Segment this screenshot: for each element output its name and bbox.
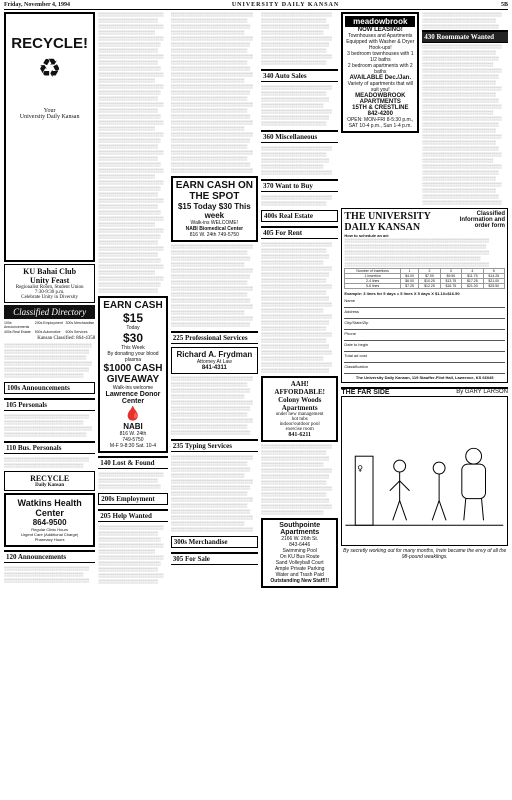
earn-cash-title: EARN CASH [103, 300, 163, 311]
aah-title: AAH! AFFORDABLE! Colony Woods Apartments [274, 380, 325, 412]
far-side-comic [341, 387, 508, 560]
watkins-urgent: Urgent Care (Additional Charge) [20, 532, 79, 537]
southpointe-title: Southpointe Apartments [279, 522, 321, 536]
field-phone-input[interactable] [344, 336, 505, 341]
earn-cash-hours: M-F 9-8:30 Sat. 10-4 [109, 443, 157, 449]
meadowbrook-logo: meadowbrook [345, 16, 415, 27]
category-item: 100s Announcements [4, 321, 30, 329]
section-405: 405 For Rent [261, 226, 338, 239]
earn-cash-amt1: $15 [122, 311, 143, 325]
category-item: 500s Automotive [34, 330, 61, 334]
col3-listings-top: ░░░░░░░░░░░░░░░░░░░░░░░░░░░░░ ░░░░░░░░░░░░░░░░░░░░░░░░░░░ ░░░░░░░░░░░░░░░░░░░░░░░░░░░░ ░░░░░░░░░░░░░░░░░░░░░░░░░░ ░░░░░░░░░░░░░░░░░░░░░░░░░░░░░ ░░░░░░░░░░░░░░░░░░░░░░░░░░░░ ░░░░░░░░░░░░░░░░░░░░░░░░░░░ ░░░░░░░░░░░░░░░░░░░░░░░░░░░░░ ░░░░░░░░░░░░░░░░░░░░░░░░░░░ ░░░░░░░░░░░░░░░░░░░░░░░░░░░░ ░░░░░░░░░░░░░░░░░░░░░░░░░░░░░ ░░░░░░░░░░░░░░░░░░░░░░░░░░ ░░░░░░░░░░░░░░░░░░░░░░░░░░░░░ ░░░░░░░░░░░░░░░░░░░░░░░░░░░░ ░░░░░░░░░░░░░░░░░░░░░░░░░░░ ░░░░░░░░░░░░░░░░░░░░░░░░░░░░░ ░░░░░░░░░░░░░░░░░░░░░░░░░░░ ░░░░░░░░░░░░░░░░░░░░░░░░░░░░ ░░░░░░░░░░░░░░░░░░░░░░░░░░░░░ ░░░░░░░░░░░░░░░░░░░░░░░░░░ ░░░░░░░░░░░░░░░░░░░░░░░░░░░░░ ░░░░░░░░░░░░░░░░░░░░░░░░░░░░ ░░░░░░░░░░░░░░░░░░░░░░░░░░░ ░░░░░░░░░░░░░░░░░░░░░░░░░░░░░ ░░░░░░░░░░░░░░░░░░░░░░░░░░░ ░░░░░░░░░░░░░░░░░░░░░░░░░░░░ ░░░░░░░░░░░░░░░░░░░░░░░░░░░░░ [170, 12, 253, 173]
rates-header-cell: Number of Insertions [345, 269, 400, 274]
section-305: 305 For Sale [171, 552, 258, 565]
col4-listings-bottom: ░░░░░░░░░░░░░░░░░░░░░░░░░ ░░░░░░░░░░░░░░░░░░░░░░░ ░░░░░░░░░░░░░░░░░░░░░░░░ ░░░░░░░░░░░░░░░░░░░░░░ ░░░░░░░░░░░░░░░░░░░░░░░░░ ░░░░░░░░░░░░░░░░░░░░░░░░ ░░░░░░░░░░░░░░░░░░░░░░░ ░░░░░░░░░░░░░░░░░░░░░░░░░ ░░░░░░░░░░░░░░░░░░░░░░░ ░░░░░░░░░░░░░░░░░░░░░░░░ ░░░░░░░░░░░░░░░░░░░░░░░░░ ░░░░░░░░░░░░░░░░░░░░░░ [261, 444, 332, 515]
recycle-small-sub: Daily Kansan [35, 483, 65, 488]
earn-spot-ad [171, 176, 258, 242]
classified-directory-banner: Classified Directory [4, 305, 95, 319]
rates-cell: $11.75 [462, 274, 483, 279]
watkins-title: Watkins Health Center [17, 498, 82, 518]
col4-listings-top: ░░░░░░░░░░░░░░░░░░░░░░░░░ ░░░░░░░░░░░░░░░░░░░░░░░ ░░░░░░░░░░░░░░░░░░░░░░░░ ░░░░░░░░░░░░░░░░░░░░░░ ░░░░░░░░░░░░░░░░░░░░░░░░░ ░░░░░░░░░░░░░░░░░░░░░░░░ ░░░░░░░░░░░░░░░░░░░░░░░ ░░░░░░░░░░░░░░░░░░░░░░░░░ ░░░░░░░░░░░░░░░░░░░░░░░ [261, 12, 332, 65]
far-side-title: THE FAR SIDE [341, 389, 390, 396]
rates-header-cell: 1 [400, 269, 418, 274]
column-2 [98, 12, 167, 799]
section-340: 340 Auto Sales [261, 69, 338, 82]
order-form-title: THE UNIVERSITY DAILY KANSAN [344, 211, 431, 233]
blood-drop-icon: 🩸 [124, 405, 142, 421]
header-paper-name: UNIVERSITY DAILY KANSAN [231, 2, 340, 8]
rates-cell: $6.00 [400, 279, 418, 284]
section-100s [4, 382, 95, 394]
rates-cell: $10.25 [419, 279, 440, 284]
field-address-label: Address [344, 309, 360, 314]
category-item: 400s Real Estate [4, 330, 31, 334]
earn-cash-giveaway: $1000 CASH GIVEAWAY [103, 363, 163, 385]
meadowbrook-line4: 3 bedroom townhouses with 1 1/2 baths [347, 51, 414, 63]
field-address-input[interactable] [344, 314, 505, 319]
rates-cell: $14.25 [483, 274, 504, 279]
earn-cash-ad [98, 296, 167, 453]
section-105: 105 Personals [4, 398, 95, 411]
category-item: 300s Merchandise [65, 321, 95, 325]
column-6-top [422, 12, 508, 206]
rates-cell: $25.50 [483, 284, 504, 289]
far-side-author: By GARY LARSON [456, 389, 509, 395]
frydman-phone: 841-4311 [201, 365, 227, 371]
recycle-title: RECYCLE! [11, 35, 88, 52]
recycle-small-ad [4, 471, 95, 491]
earn-cash-address: 816 W. 24th [119, 431, 147, 437]
meadowbrook-line1: NOW LEASING! [357, 27, 403, 33]
earn-spot-title: EARN CASH ON THE SPOT [175, 180, 253, 202]
column-5-top [341, 12, 419, 206]
bahai-place: Regionalist Room, Student Union [15, 285, 84, 290]
order-form-header [344, 211, 505, 233]
earn-spot-center: NABI Biomedical Center [185, 226, 244, 232]
meadowbrook-line6: AVAILABLE Dec./Jan. [349, 75, 412, 81]
recycle-icon: ♻ [37, 54, 62, 83]
column-3 [171, 12, 258, 799]
southpointe-phone: 843-6446 [289, 542, 311, 548]
column-1 [4, 12, 95, 799]
top-row-5-6 [341, 12, 508, 206]
order-form-heading: Classified Information and order form [459, 211, 506, 229]
personals-text: ░░░░░░░░░░░░░░░░░░░░░░░░░░░░░░ ░░░░░░░░░░░░░░░░░░░░░░░░░░░░ ░░░░░░░░░░░░░░░░░░░░░░░░░░░░░░░ ░░░░░░░░░░░░░░░░░░░░░░░░░░░░░ [4, 414, 92, 437]
rates-cell: 1 Insertion [345, 274, 400, 279]
section-400s-label: 400s Real Estate [264, 212, 313, 220]
col6-listings-top: ░░░░░░░░░░░░░░░░░░░░░░░░░░░░ ░░░░░░░░░░░░░░░░░░░░░░░░░░ ░░░░░░░░░░░░░░░░░░░░░░░░░░░ [422, 12, 502, 29]
bahai-subtitle: Unity Feast [29, 276, 70, 285]
far-side-cartoon [341, 396, 508, 546]
section-205: 205 Help Wanted [98, 509, 167, 522]
section-300s-label: 300s Merchandise [173, 538, 228, 546]
southpointe-b4: Ample Private Parking [274, 566, 325, 572]
field-phone-label: Phone [344, 331, 356, 336]
frydman-title: Richard A. Frydman [176, 350, 253, 359]
rates-cell: $21.00 [483, 279, 504, 284]
help-wanted-text: ░░░░░░░░░░░░░░░░░░░░░░░ ░░░░░░░░░░░░░░░░░░░░░ ░░░░░░░░░░░░░░░░░░░░░░ ░░░░░░░░░░░░░░░░░░░░░░░ ░░░░░░░░░░░░░░░░░░░░ ░░░░░░░░░░░░░░░░░░░░░░░ ░░░░░░░░░░░░░░░░░░░░░░ ░░░░░░░░░░░░░░░░░░░░░ ░░░░░░░░░░░░░░░░░░░░░░░ ░░░░░░░░░░░░░░░░░░░░░ [98, 525, 164, 584]
lost-found-text: ░░░░░░░░░░░░░░░░░░░░░░░ ░░░░░░░░░░░░░░░░░░░░░ ░░░░░░░░░░░░░░░░░░░░░░ [98, 472, 164, 489]
aah-b1: under new management [275, 412, 324, 417]
earn-spot-amount: $15 Today $30 This week [177, 202, 251, 220]
meadowbrook-line3: Equipped with Washer & Dryer Hook-ups! [346, 39, 415, 51]
earn-cash-phone: 749-5750 [122, 437, 144, 443]
column-5-6 [341, 12, 508, 799]
rates-table [344, 268, 505, 289]
aah-colony-woods-ad [261, 376, 338, 442]
category-grid [4, 321, 95, 334]
field-class-input[interactable] [344, 369, 505, 374]
header-page-number: 5B [500, 2, 508, 8]
field-city-input[interactable] [344, 325, 505, 330]
category-item: 200s Employment [34, 321, 63, 325]
earn-cash-line: By donating your blood plasma [107, 351, 159, 363]
section-235: 235 Typing Services [171, 439, 258, 452]
meadowbrook-line2: Townhouses and Apartments [348, 33, 413, 39]
frydman-sub: Attorney At Law [196, 359, 232, 365]
rates-cell: $21.00 [462, 284, 483, 289]
southpointe-b2: On KU Bus Route [279, 554, 320, 560]
frydman-ad [171, 347, 258, 374]
order-form-instructions: ░░░░░░░░░░░░░░░░░░░░░░░░░░░░░░░░░░░░░░░░░░░░░░░░░░░ ░░░░░░░░░░░░░░░░░░░░░░░░░░░░░░░░░░░░░░░░░░░░░░░░░░ ░░░░░░░░░░░░░░░░░░░░░░░░░░░░░░░░░░░░░░░░░░░░░░░░░░░ ░░░░░░░░░░░░░░░░░░░░░░░░░░░░░░░░░░░░░░░░░░░░░░░░ ░░░░░░░░░░░░░░░░░░░░░░░░░░░░░░░░░░░░░░░░░░░░░░░░░░░ [344, 238, 489, 267]
bahai-title: KU Bahai Club [23, 267, 77, 276]
bahai-note: Celebrate Unity in Diversity [21, 295, 79, 300]
rates-cell: 2-4 lines [345, 279, 400, 284]
section-400s [261, 210, 338, 222]
earn-cash-walkins: Walk-ins welcome [112, 385, 154, 391]
recycle-your: Your [43, 108, 56, 114]
section-430: 430 Roommate Wanted [422, 30, 508, 43]
bahai-club-ad [4, 264, 95, 303]
earn-cash-brand: NABI [123, 422, 143, 431]
meadowbrook-line5: 2 bedroom apartments with 2 baths [347, 63, 413, 75]
field-total-label: Total ad cost [344, 353, 367, 358]
bus-personals-text: ░░░░░░░░░░░░░░░░░░░░░░░░░░░░░░ ░░░░░░░░░░░░░░░░░░░░░░░░░░░░ [4, 457, 90, 468]
southpointe-b1: Swimming Pool [282, 548, 317, 554]
classified-policy-text: ░░░░░░░░░░░░░░░░░░░░░░░░░░░░░░░ ░░░░░░░░░░░░░░░░░░░░░░░░░░░░░░ ░░░░░░░░░░░░░░░░░░░░░░░░░░░░░ ░░░░░░░░░░░░░░░░░░░░░░░░░░░░░░░ ░░░░░░░░░░░░░░░░░░░░░░░░░░░░░░ ░░░░░░░░░░░░░░░░░░░░░░░░░░░░ [4, 343, 92, 378]
col2-listings-top: ░░░░░░░░░░░░░░░░░░░░░░░ ░░░░░░░░░░░░░░░░░░░░░ ░░░░░░░░░░░░░░░░░░░░░░░ ░░░░░░░░░░░░░░░░░░░░ ░░░░░░░░░░░░░░░░░░░░░░░ ░░░░░░░░░░░░░░░░░░░░░░ ░░░░░░░░░░░░░░░░░░░░░ ░░░░░░░░░░░░░░░░░░░░░░░ ░░░░░░░░░░░░░░░░░░░░░ ░░░░░░░░░░░░░░░░░░░░░░ ░░░░░░░░░░░░░░░░░░░░░░░ ░░░░░░░░░░░░░░░░░░░░ ░░░░░░░░░░░░░░░░░░░░░░░ ░░░░░░░░░░░░░░░░░░░░░░ ░░░░░░░░░░░░░░░░░░░░░ ░░░░░░░░░░░░░░░░░░░░░░░ ░░░░░░░░░░░░░░░░░░░░░ ░░░░░░░░░░░░░░░░░░░░░░ ░░░░░░░░░░░░░░░░░░░░░░░ ░░░░░░░░░░░░░░░░░░░░ ░░░░░░░░░░░░░░░░░░░░░░░ ░░░░░░░░░░░░░░░░░░░░░░ ░░░░░░░░░░░░░░░░░░░░░ ░░░░░░░░░░░░░░░░░░░░░░░ ░░░░░░░░░░░░░░░░░░░░░ ░░░░░░░░░░░░░░░░░░░░░░ ░░░░░░░░░░░░░░░░░░░░░░░ ░░░░░░░░░░░░░░░░░░░░ ░░░░░░░░░░░░░░░░░░░░░░░ ░░░░░░░░░░░░░░░░░░░░░░ ░░░░░░░░░░░░░░░░░░░░░ ░░░░░░░░░░░░░░░░░░░░░░░ ░░░░░░░░░░░░░░░░░░░░░ ░░░░░░░░░░░░░░░░░░░░░░ ░░░░░░░░░░░░░░░░░░░░░░░ ░░░░░░░░░░░░░░░░░░░░ ░░░░░░░░░░░░░░░░░░░░░░░ ░░░░░░░░░░░░░░░░░░░░░░ ░░░░░░░░░░░░░░░░░░░░░ ░░░░░░░░░░░░░░░░░░░░░░░ ░░░░░░░░░░░░░░░░░░░░░ ░░░░░░░░░░░░░░░░░░░░░░ ░░░░░░░░░░░░░░░░░░░░░░░ ░░░░░░░░░░░░░░░░░░░░ ░░░░░░░░░░░░░░░░░░░░░░░ ░░░░░░░░░░░░░░░░░░░░░░ ░░░░░░░░░░░░░░░░░░░░░ [98, 12, 164, 293]
announce-text: ░░░░░░░░░░░░░░░░░░░░░░░░░░░░░░ ░░░░░░░░░░░░░░░░░░░░░░░░░░░░ ░░░░░░░░░░░░░░░░░░░░░░░░░░░░░░ [4, 566, 90, 583]
southpointe-b3: Sand Volleyball Court [275, 560, 324, 566]
field-name-label: Name [344, 298, 356, 303]
auto-sales-text: ░░░░░░░░░░░░░░░░░░░░░░░░░ ░░░░░░░░░░░░░░░░░░░░░░░ ░░░░░░░░░░░░░░░░░░░░░░░░ ░░░░░░░░░░░░░░░░░░░░░░ ░░░░░░░░░░░░░░░░░░░░░░░░░ ░░░░░░░░░░░░░░░░░░░░░░░░ ░░░░░░░░░░░░░░░░░░░░░░░ [261, 85, 332, 126]
order-form [341, 208, 508, 383]
section-120: 120 Announcements [4, 550, 95, 563]
col3-listings-mid: ░░░░░░░░░░░░░░░░░░░░░░░░░░░░░ ░░░░░░░░░░░░░░░░░░░░░░░░░░░ ░░░░░░░░░░░░░░░░░░░░░░░░░░░░ ░░░░░░░░░░░░░░░░░░░░░░░░░░ ░░░░░░░░░░░░░░░░░░░░░░░░░░░░░ ░░░░░░░░░░░░░░░░░░░░░░░░░░░░ ░░░░░░░░░░░░░░░░░░░░░░░░░░░ ░░░░░░░░░░░░░░░░░░░░░░░░░░░░░ ░░░░░░░░░░░░░░░░░░░░░░░░░░░ ░░░░░░░░░░░░░░░░░░░░░░░░░░░░ ░░░░░░░░░░░░░░░░░░░░░░░░░░░░░ ░░░░░░░░░░░░░░░░░░░░░░░░░░ ░░░░░░░░░░░░░░░░░░░░░░░░░░░░░ ░░░░░░░░░░░░░░░░░░░░░░░░░░░░ [170, 244, 253, 327]
meadowbrook-hours: OPEN: MON-FRI 8-5:30 p.m., SAT 10-4 p.m., Sun 1-4 p.m. [347, 117, 414, 129]
southpointe-ad [261, 518, 338, 588]
rates-cell: $7.00 [419, 274, 440, 279]
rates-row [345, 284, 505, 289]
southpointe-address: 2166 W. 26th St. [281, 536, 319, 542]
rates-cell: $16.75 [440, 284, 461, 289]
svg-text:♀: ♀ [357, 464, 364, 473]
order-form-how: How to schedule an ad: [344, 233, 390, 238]
rates-cell: $4.00 [400, 274, 418, 279]
field-date-input[interactable] [344, 347, 505, 352]
watkins-phone: 864-9500 [32, 518, 67, 527]
section-110: 110 Bus. Personals [4, 441, 95, 454]
order-form-mail: The University Daily Kansan, 119 Stauffer-Flint Hall, Lawrence, KS 66045 [355, 375, 494, 380]
rates-cell: $12.25 [419, 284, 440, 289]
recycle-small-title: RECYCLE [30, 474, 70, 483]
col3-services-text: ░░░░░░░░░░░░░░░░░░░░░░░░░░░░░ ░░░░░░░░░░░░░░░░░░░░░░░░░░░ ░░░░░░░░░░░░░░░░░░░░░░░░░░░░ ░░░░░░░░░░░░░░░░░░░░░░░░░░ ░░░░░░░░░░░░░░░░░░░░░░░░░░░░░ ░░░░░░░░░░░░░░░░░░░░░░░░░░░░ ░░░░░░░░░░░░░░░░░░░░░░░░░░░ ░░░░░░░░░░░░░░░░░░░░░░░░░░░░░ ░░░░░░░░░░░░░░░░░░░░░░░░░░░ ░░░░░░░░░░░░░░░░░░░░░░░░░░░░ [170, 376, 253, 435]
meadowbrook-ad [341, 12, 419, 133]
rates-cell: $13.75 [440, 279, 461, 284]
misc-text: ░░░░░░░░░░░░░░░░░░░░░░░░░ ░░░░░░░░░░░░░░░░░░░░░░░ ░░░░░░░░░░░░░░░░░░░░░░░░ ░░░░░░░░░░░░░░░░░░░░░░ ░░░░░░░░░░░░░░░░░░░░░░░░░ [261, 146, 332, 175]
field-city-label: City/State/Zip [344, 320, 369, 325]
earn-cash-lbl1: Today [126, 325, 140, 331]
watkins-pharmacy: Pharmacy Hours [34, 537, 65, 542]
far-side-caption: By secretly working out for many months, Irwin became the envy of all the 98-pound weaklings. [343, 548, 507, 560]
earn-cash-center: Lawrence Donor Center [105, 391, 161, 405]
aah-b2: hot tubs [291, 417, 308, 422]
southpointe-b5: Water and Trash Paid [275, 572, 324, 578]
earn-spot-phone: 816 W. 24th 749-5750 [189, 232, 239, 238]
meadowbrook-line7: Variety of apartments that will suit you! [347, 81, 413, 93]
field-class-label: Classification [344, 364, 368, 369]
category-item: 600s Services [65, 330, 88, 334]
section-225: 225 Professional Services [171, 331, 258, 344]
typing-text: ░░░░░░░░░░░░░░░░░░░░░░░░░░░░░ ░░░░░░░░░░░░░░░░░░░░░░░░░░░ ░░░░░░░░░░░░░░░░░░░░░░░░░░░░ ░░░░░░░░░░░░░░░░░░░░░░░░░░ ░░░░░░░░░░░░░░░░░░░░░░░░░░░░░ ░░░░░░░░░░░░░░░░░░░░░░░░░░░░ ░░░░░░░░░░░░░░░░░░░░░░░░░░░ ░░░░░░░░░░░░░░░░░░░░░░░░░░░░░ ░░░░░░░░░░░░░░░░░░░░░░░░░░░ ░░░░░░░░░░░░░░░░░░░░░░░░░░░░ ░░░░░░░░░░░░░░░░░░░░░░░░░░░░░ ░░░░░░░░░░░░░░░░░░░░░░░░░░ ░░░░░░░░░░░░░░░░░░░░░░░░░░░░░ [170, 455, 253, 532]
for-rent-text: ░░░░░░░░░░░░░░░░░░░░░░░░░ ░░░░░░░░░░░░░░░░░░░░░░░ ░░░░░░░░░░░░░░░░░░░░░░░░ ░░░░░░░░░░░░░░░░░░░░░░ ░░░░░░░░░░░░░░░░░░░░░░░░░ ░░░░░░░░░░░░░░░░░░░░░░░░ ░░░░░░░░░░░░░░░░░░░░░░░ ░░░░░░░░░░░░░░░░░░░░░░░░░ ░░░░░░░░░░░░░░░░░░░░░░░ ░░░░░░░░░░░░░░░░░░░░░░░░ ░░░░░░░░░░░░░░░░░░░░░░░░░ ░░░░░░░░░░░░░░░░░░░░░░ ░░░░░░░░░░░░░░░░░░░░░░░░░ ░░░░░░░░░░░░░░░░░░░░░░░░ ░░░░░░░░░░░░░░░░░░░░░░░ ░░░░░░░░░░░░░░░░░░░░░░░░░ ░░░░░░░░░░░░░░░░░░░░░░░ ░░░░░░░░░░░░░░░░░░░░░░░░ ░░░░░░░░░░░░░░░░░░░░░░░░░ ░░░░░░░░░░░░░░░░░░░░░░ ░░░░░░░░░░░░░░░░░░░░░░░░░ ░░░░░░░░░░░░░░░░░░░░░░░░ [261, 242, 332, 373]
classified-phone: Kansan Classified: 864-4358 [37, 336, 96, 341]
far-side-drawing [342, 397, 507, 545]
rates-example: Example: 3 lines for 5 days = 5 lines X 5 days X $1.10=$16.50 [344, 291, 460, 296]
aah-b4: exercise room [285, 427, 314, 432]
meadowbrook-address: 15TH & CRESTLINE [352, 105, 409, 111]
section-360: 360 Miscellaneous [261, 130, 338, 143]
recycle-ad [4, 12, 95, 262]
southpointe-b6: Outstanding New Staff!!! [270, 578, 329, 584]
rates-header-cell: 4 [462, 269, 483, 274]
watkins-regular: Regular Clinic Hours [31, 527, 68, 532]
far-side-header [341, 389, 508, 396]
rates-cell: $7.25 [400, 284, 418, 289]
field-date-label: Date to begin [344, 342, 369, 347]
column-4 [261, 12, 338, 799]
section-200s [98, 493, 167, 505]
field-total-input[interactable] [344, 358, 505, 363]
want-buy-text: ░░░░░░░░░░░░░░░░░░░░░░░░░ ░░░░░░░░░░░░░░░░░░░░░░░ [261, 195, 332, 206]
section-370: 370 Want to Buy [261, 179, 338, 192]
aah-phone: 841-6211 [288, 432, 312, 438]
earn-cash-amt2: $30 [122, 331, 143, 345]
meadowbrook-name: MEADOWBROOK APARTMENTS [355, 93, 406, 105]
rates-header-cell: 2 [419, 269, 440, 274]
section-140: 140 Lost & Found [98, 456, 167, 469]
earn-spot-line: Walk-ins WELCOME! [190, 220, 239, 226]
rates-cell: $9.50 [440, 274, 461, 279]
section-300s [171, 536, 258, 548]
section-100s-label: 100s Announcements [7, 384, 70, 392]
roommate-text: ░░░░░░░░░░░░░░░░░░░░░░░░░░░░ ░░░░░░░░░░░░░░░░░░░░░░░░░░ ░░░░░░░░░░░░░░░░░░░░░░░░░░░ ░░░░░░░░░░░░░░░░░░░░░░░░░ ░░░░░░░░░░░░░░░░░░░░░░░░░░░░ ░░░░░░░░░░░░░░░░░░░░░░░░░░░ ░░░░░░░░░░░░░░░░░░░░░░░░░░ ░░░░░░░░░░░░░░░░░░░░░░░░░░░░ ░░░░░░░░░░░░░░░░░░░░░░░░░░ ░░░░░░░░░░░░░░░░░░░░░░░░░░░ ░░░░░░░░░░░░░░░░░░░░░░░░░░░░ ░░░░░░░░░░░░░░░░░░░░░░░░░ ░░░░░░░░░░░░░░░░░░░░░░░░░░░░ ░░░░░░░░░░░░░░░░░░░░░░░░░░░ ░░░░░░░░░░░░░░░░░░░░░░░░░░ ░░░░░░░░░░░░░░░░░░░░░░░░░░░░ ░░░░░░░░░░░░░░░░░░░░░░░░░░ ░░░░░░░░░░░░░░░░░░░░░░░░░░░ ░░░░░░░░░░░░░░░░░░░░░░░░░░░░ ░░░░░░░░░░░░░░░░░░░░░░░░░ ░░░░░░░░░░░░░░░░░░░░░░░░░░░░ ░░░░░░░░░░░░░░░░░░░░░░░░░░░ ░░░░░░░░░░░░░░░░░░░░░░░░░░ ░░░░░░░░░░░░░░░░░░░░░░░░░░░░ ░░░░░░░░░░░░░░░░░░░░░░░░░░ ░░░░░░░░░░░░░░░░░░░░░░░░░░░ ░░░░░░░░░░░░░░░░░░░░░░░░░░░░ [422, 44, 502, 205]
recycle-paper: University Daily Kansan [19, 114, 80, 120]
field-name-input[interactable] [344, 303, 505, 308]
earn-cash-lbl2: This Week [121, 345, 145, 351]
aah-b3: indoor/outdoor pool [279, 422, 320, 427]
bahai-time: 7:30-9:30 p.m. [34, 290, 65, 295]
rates-cell: 5-6 lines [345, 284, 400, 289]
page-header [4, 2, 508, 10]
rates-header-cell: 3 [440, 269, 461, 274]
meadowbrook-phone: 842-4200 [367, 111, 393, 117]
section-200s-label: 200s Employment [101, 495, 155, 503]
watkins-ad [4, 493, 95, 547]
rates-header-cell: 5 [483, 269, 504, 274]
rates-cell: $17.25 [462, 279, 483, 284]
header-date: Friday, November 4, 1994 [4, 2, 71, 8]
